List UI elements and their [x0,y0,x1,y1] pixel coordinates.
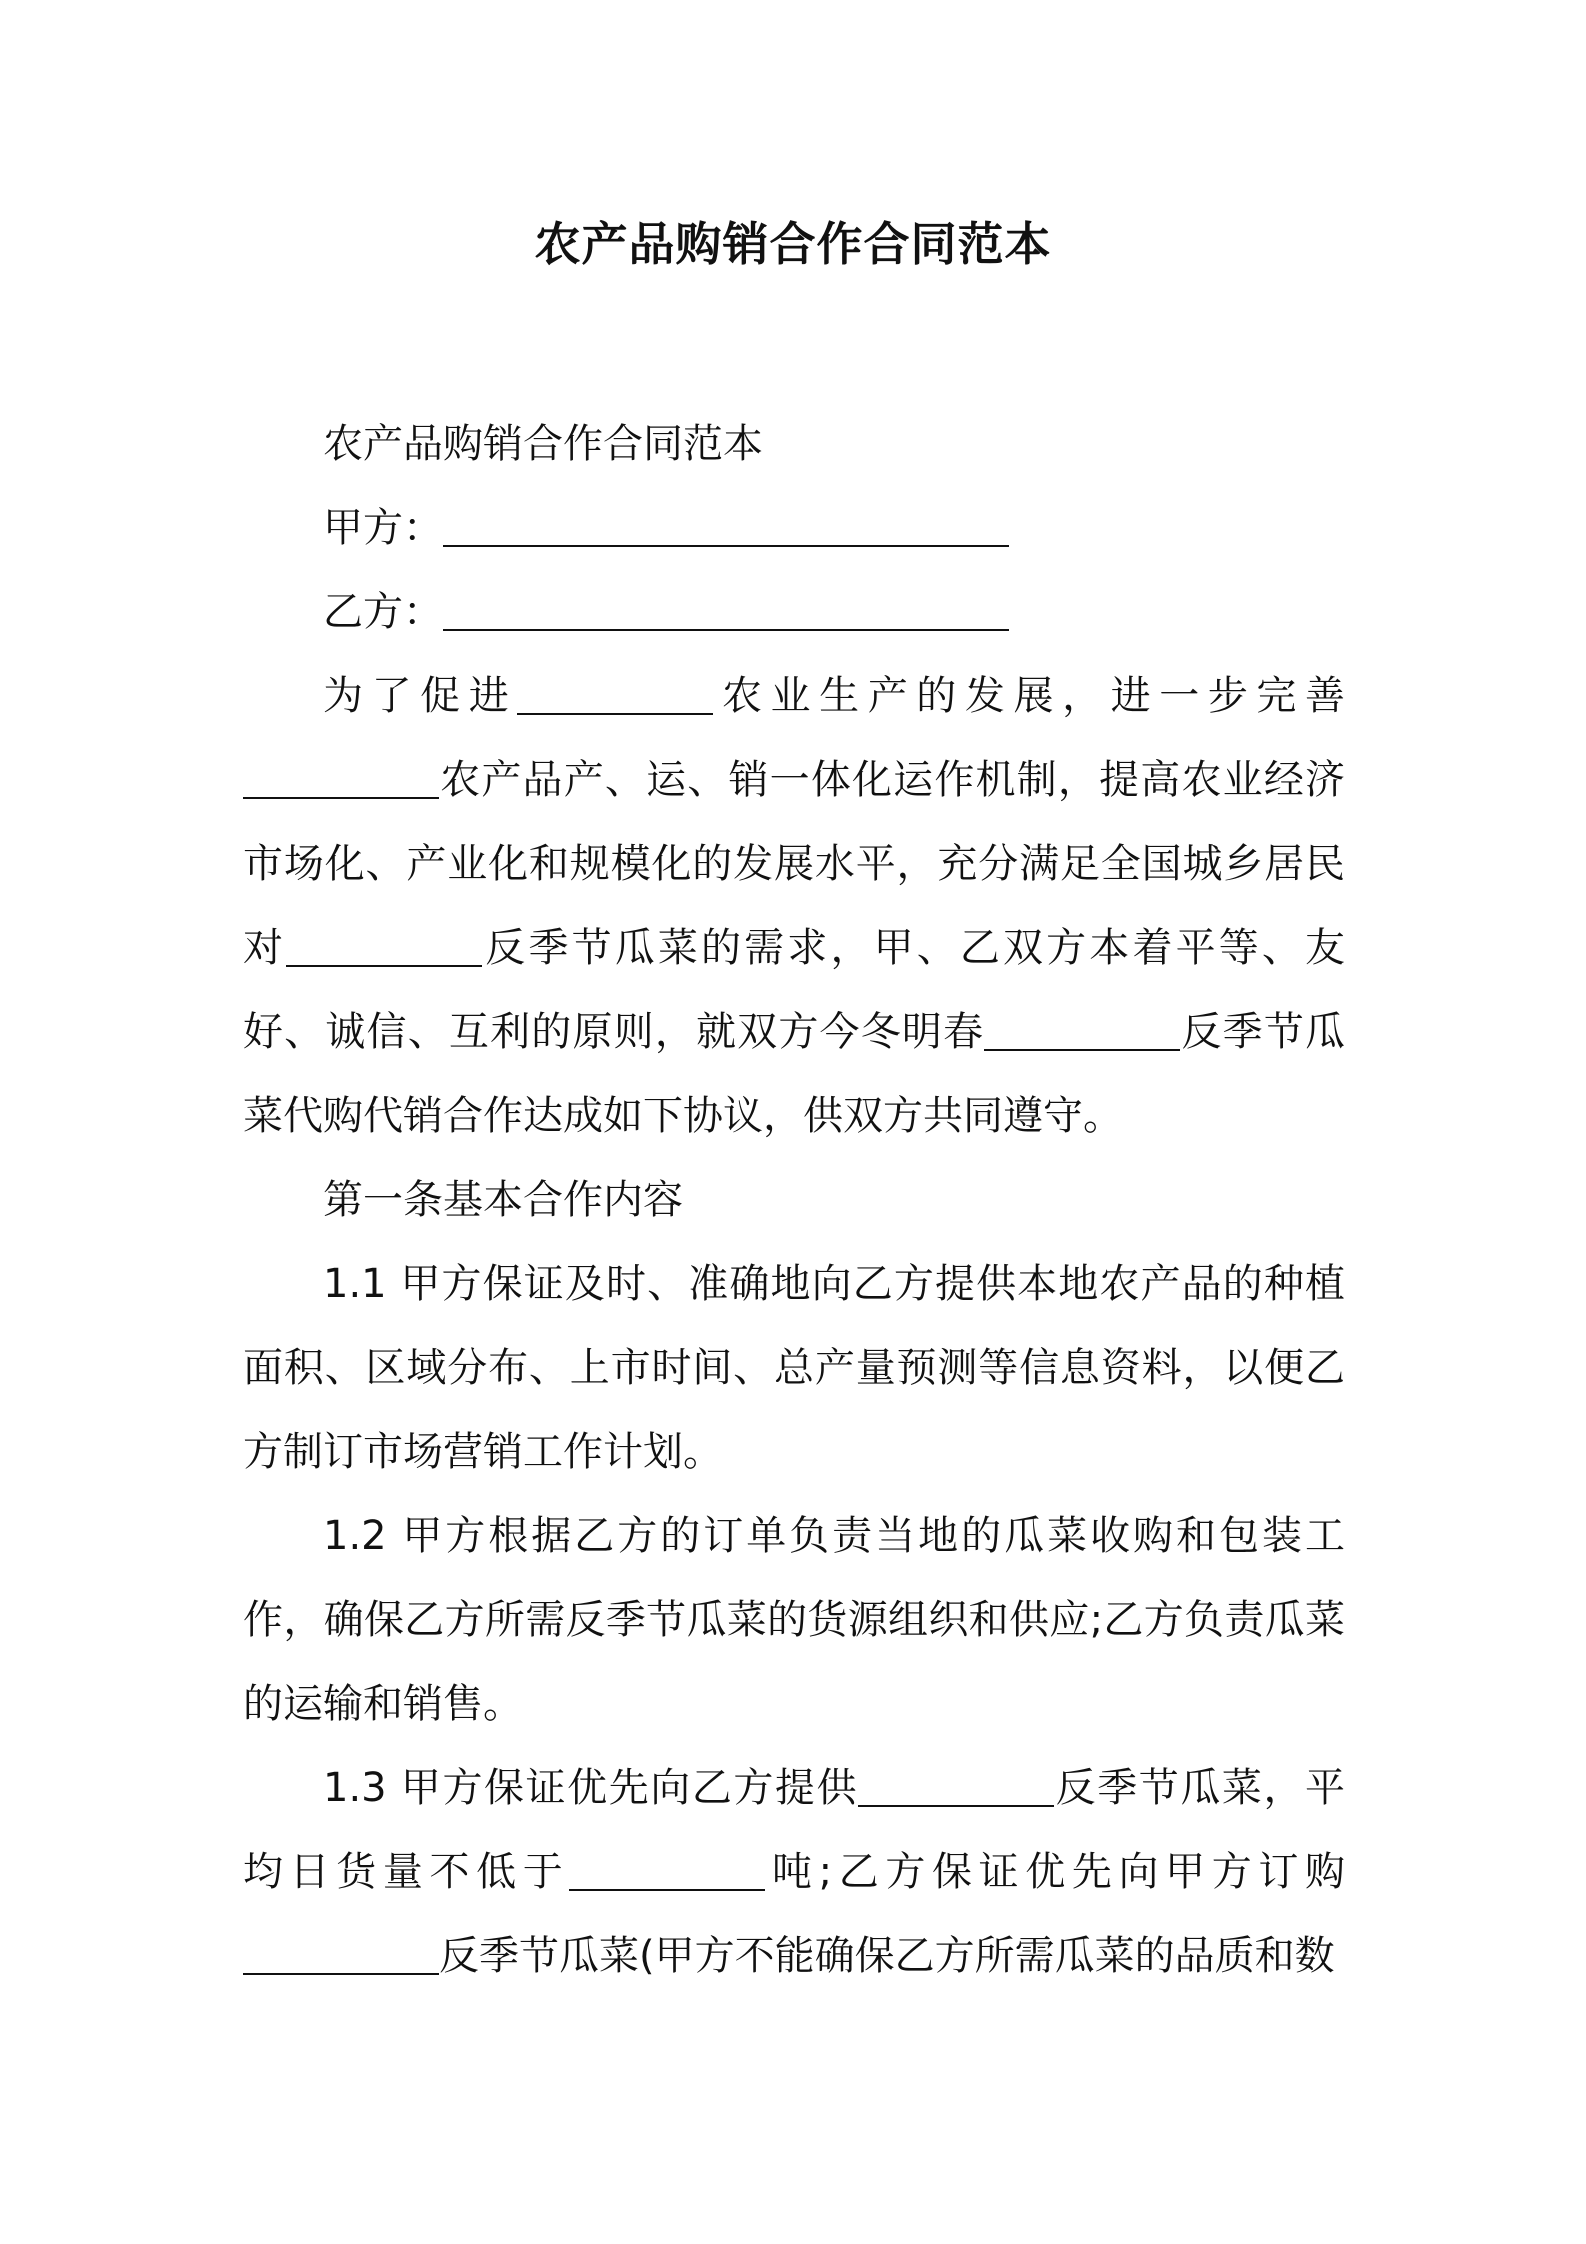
party-a-blank [443,499,1009,547]
party-a-label: 甲方： [323,505,443,551]
clause-1-3-text-2: 反季节瓜菜，平均日货量不低于 [243,1765,1346,1895]
clause-1-3-text-3: 吨;乙方保证优先向甲方订购 [765,1849,1346,1895]
party-b-line [243,570,1345,654]
intro-text-1: 为了促进 [323,673,518,719]
clause-1-3-text-4: 反季节瓜菜(甲方不能确保乙方所需瓜菜的品质和数 [439,1933,1335,1979]
blank-field [517,667,713,715]
blank-field [984,1003,1180,1051]
intro-text-3: 农产品产、运、销一体化运作机制，提高农业经济市场化、产业化和规模化的发展水平，充分满足全国城乡居民对 [243,757,1345,971]
intro-text-4: 反季节瓜菜的需求，甲、乙双方本着平等、友好、诚信、互利的原则，就双方今冬明春 [243,925,1346,1055]
subtitle: 农产品购销合作合同范本 [323,421,763,467]
article-1-heading: 第一条基本合作内容 [323,1177,683,1223]
clause-1-3-text-1: 1.3 甲方保证优先向乙方提供 [323,1765,859,1811]
document-title: 农产品购销合作合同范本 [534,217,1052,271]
party-b-label: 乙方： [323,589,443,635]
intro-text-5: 反季节瓜菜代购代销合作达成如下协议，供双方共同遵守。 [243,1009,1346,1139]
blank-field [243,1927,439,1975]
party-a-line [243,486,1345,570]
clause-1-2: 1.2 甲方根据乙方的订单负责当地的瓜菜收购和包装工作，确保乙方所需反季节瓜菜的货源组织和供应;乙方负责瓜菜的运输和销售。 [243,1513,1345,1727]
intro-text-2: 农业生产的发展，进一步完善 [713,673,1346,719]
document-body [243,402,1345,1998]
blank-field [569,1843,765,1891]
blank-field [858,1759,1054,1807]
intro-paragraph [243,654,1345,1158]
blank-field [286,919,482,967]
clause-1-3 [243,1746,1345,1998]
clause-1-1: 1.1 甲方保证及时、准确地向乙方提供本地农产品的种植面积、区域分布、上市时间、总产量预测等信息资料，以便乙方制订市场营销工作计划。 [243,1261,1345,1475]
party-b-blank [443,583,1009,631]
blank-field [243,751,439,799]
